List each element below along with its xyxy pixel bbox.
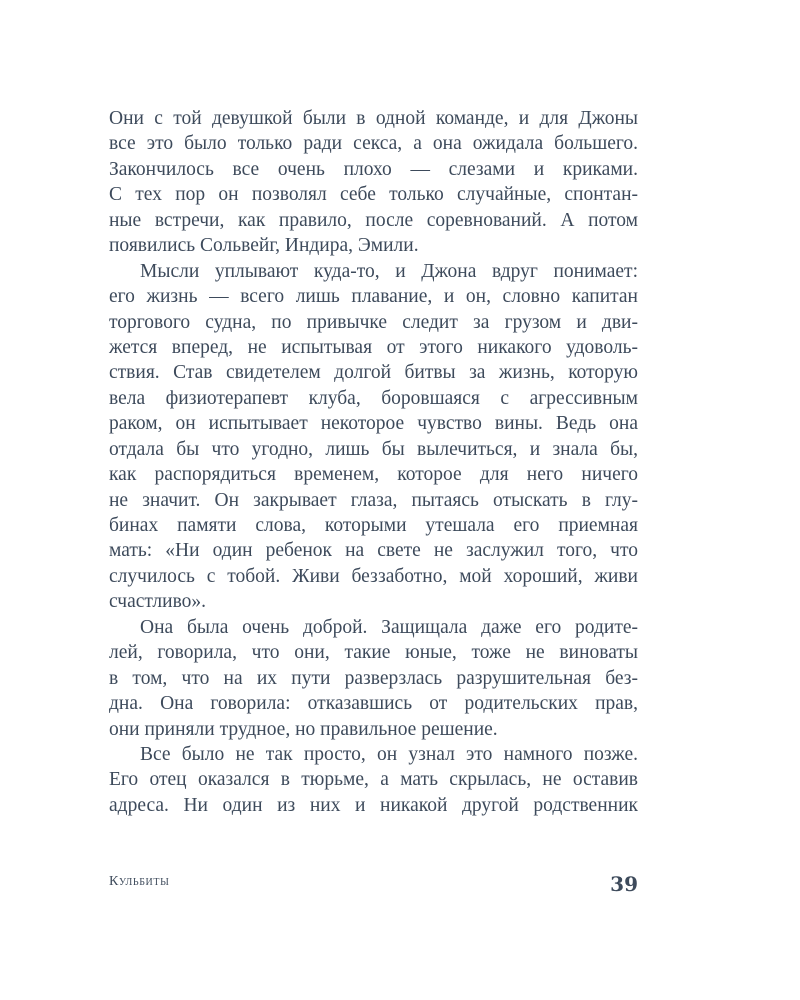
text-line: в том, что на их пути разверзлась разрушительная без- <box>109 667 638 689</box>
page-number: 39 <box>610 872 638 896</box>
text-line: Она была очень доброй. Защищала даже его родите- <box>140 616 638 638</box>
text-line: раком, он испытывает некоторое чувство вины. Ведь она <box>109 413 638 435</box>
text-line: Его отец оказался в тюрьме, а мать скрылась, не оставив <box>109 769 638 791</box>
text-line: торгового судна, по привычке следит за грузом и дви- <box>109 311 638 333</box>
text-line: Закончилось все очень плохо — слезами и криками. <box>109 158 638 180</box>
text-line: отдала бы что угодно, лишь бы вылечиться, и знала бы, <box>109 438 638 460</box>
text-line: Мысли уплывают куда-то, и Джона вдруг понимает: <box>140 260 638 282</box>
text-line: дна. Она говорила: отказавшись от родительских прав, <box>109 693 638 715</box>
text-line: случилось с тобой. Живи беззаботно, мой хороший, живи <box>109 565 638 587</box>
text-line: все это было только ради секса, а она ожидала большего. <box>109 133 638 155</box>
text-line: бинах памяти слова, которыми утешала его приемная <box>109 515 638 536</box>
text-line: не значит. Он закрывает глаза, пытаясь отыскать в глу- <box>109 489 638 511</box>
text-line: появились Сольвейг, Индира, Эмили. <box>109 235 419 257</box>
text-line: мать: «Ни один ребенок на свете не заслужил того, что <box>109 540 638 562</box>
text-line: Они с той девушкой были в одной команде, и для Джоны <box>109 108 638 129</box>
page-footer <box>109 872 638 896</box>
text-line: ствия. Став свидетелем долгой битвы за жизнь, которую <box>109 362 638 384</box>
text-line: вела физиотерапевт клуба, боровшаяся с агрессивным <box>109 387 638 409</box>
text-line: адреса. Ни один из них и никакой другой родственник <box>109 794 638 816</box>
text-line: лей, говорила, что они, такие юные, тоже не виноваты <box>109 642 638 664</box>
text-line: Все было не так просто, он узнал это намного позже. <box>140 743 638 765</box>
text-line: С тех пор он позволял себе только случайные, спонтан- <box>109 184 638 206</box>
text-line: ные встречи, как правило, после соревнований. А потом <box>109 209 638 231</box>
text-line: они приняли трудное, но правильное решение. <box>109 718 498 740</box>
text-line: жется вперед, не испытывая от этого никакого удоволь- <box>109 336 638 358</box>
running-title: Кульбиты <box>109 874 170 889</box>
text-line: его жизнь — всего лишь плавание, и он, словно капитан <box>109 286 638 308</box>
text-line: счастливо». <box>109 591 207 613</box>
page-body <box>109 106 638 818</box>
text-line: как распорядиться временем, которое для него ничего <box>109 464 638 486</box>
